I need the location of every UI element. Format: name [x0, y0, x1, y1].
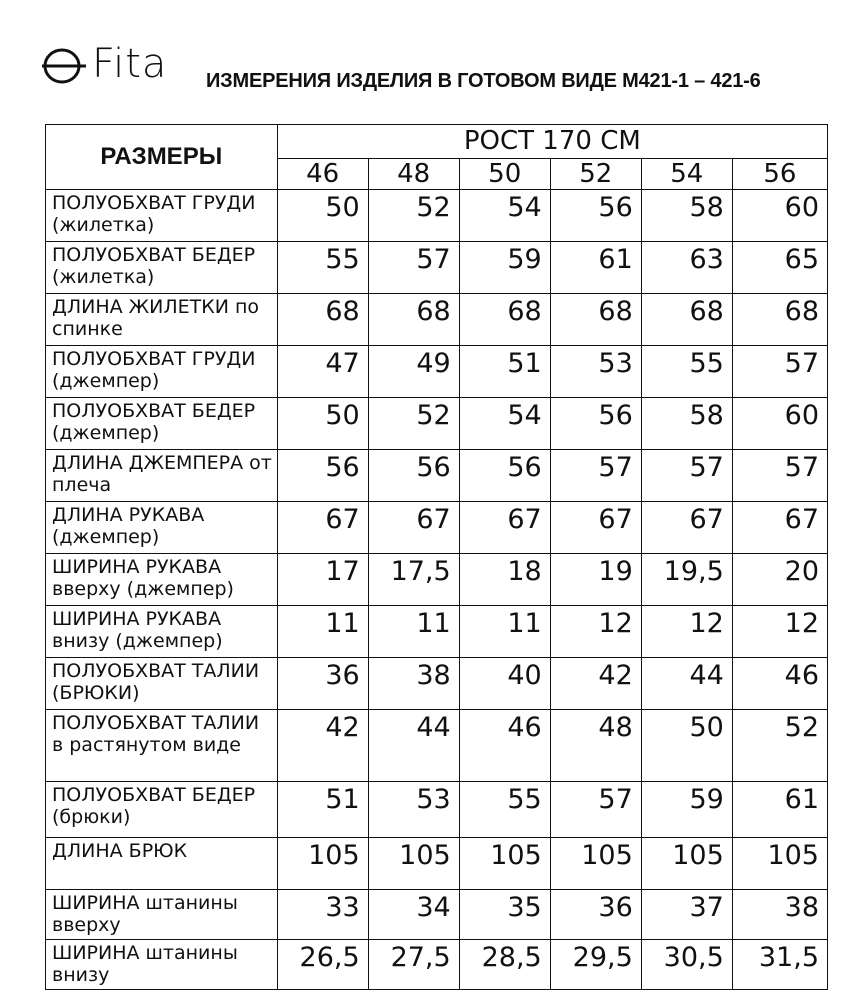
- measurement-value: 105: [277, 838, 368, 890]
- measurement-value: 60: [732, 190, 827, 242]
- measurement-value: 26,5: [277, 940, 368, 990]
- measurement-value: 57: [550, 450, 641, 502]
- table-row: [46, 294, 828, 346]
- header: [40, 38, 840, 98]
- measurement-value: 28,5: [459, 940, 550, 990]
- table-row: [46, 398, 828, 450]
- measurement-value: 54: [459, 190, 550, 242]
- measurement-value: 67: [732, 502, 827, 554]
- measurement-label: ПОЛУОБХВАТ БЕДЕР (брюки): [46, 782, 278, 838]
- measurement-value: 59: [641, 782, 732, 838]
- measurement-value: 42: [550, 658, 641, 710]
- measurement-label: ДЛИНА ЖИЛЕТКИ по спинке: [46, 294, 278, 346]
- measurement-value: 46: [459, 710, 550, 782]
- measurement-value: 105: [641, 838, 732, 890]
- measurement-value: 52: [732, 710, 827, 782]
- measurement-value: 29,5: [550, 940, 641, 990]
- measurement-value: 30,5: [641, 940, 732, 990]
- measurement-value: 59: [459, 242, 550, 294]
- measurement-value: 105: [368, 838, 459, 890]
- measurement-value: 58: [641, 190, 732, 242]
- table-row: [46, 606, 828, 658]
- measurement-value: 44: [368, 710, 459, 782]
- size-column-header: 48: [368, 158, 459, 189]
- measurement-value: 12: [641, 606, 732, 658]
- measurement-value: 53: [550, 346, 641, 398]
- measurement-value: 56: [550, 398, 641, 450]
- measurement-value: 36: [277, 658, 368, 710]
- measurement-value: 67: [641, 502, 732, 554]
- measurement-value: 12: [550, 606, 641, 658]
- measurement-value: 57: [732, 346, 827, 398]
- measurement-value: 57: [641, 450, 732, 502]
- size-column-header: 50: [459, 158, 550, 189]
- measurement-value: 56: [550, 190, 641, 242]
- measurement-value: 67: [368, 502, 459, 554]
- measurement-label: ПОЛУОБХВАТ ГРУДИ (жилетка): [46, 190, 278, 242]
- measurement-value: 57: [368, 242, 459, 294]
- measurement-label: ПОЛУОБХВАТ ГРУДИ (джемпер): [46, 346, 278, 398]
- measurement-value: 50: [641, 710, 732, 782]
- measurement-label: ДЛИНА ДЖЕМПЕРА от плеча: [46, 450, 278, 502]
- measurement-value: 105: [550, 838, 641, 890]
- measurement-value: 57: [732, 450, 827, 502]
- table-row: [46, 838, 828, 890]
- measurement-value: 11: [277, 606, 368, 658]
- measurement-label: ШИРИНА РУКАВА внизу (джемпер): [46, 606, 278, 658]
- table-row: [46, 502, 828, 554]
- measurement-label: ПОЛУОБХВАТ БЕДЕР (жилетка): [46, 242, 278, 294]
- measurement-value: 68: [732, 294, 827, 346]
- measurement-value: 17: [277, 554, 368, 606]
- measurement-value: 11: [368, 606, 459, 658]
- brand-logo: [40, 42, 167, 86]
- measurement-value: 49: [368, 346, 459, 398]
- size-column-header: 54: [641, 158, 732, 189]
- table-row: [46, 450, 828, 502]
- table-row: [46, 658, 828, 710]
- measurement-value: 68: [641, 294, 732, 346]
- measurement-value: 56: [277, 450, 368, 502]
- measurement-value: 11: [459, 606, 550, 658]
- table-row: [46, 940, 828, 990]
- measurement-value: 42: [277, 710, 368, 782]
- measurement-value: 63: [641, 242, 732, 294]
- measurement-value: 67: [459, 502, 550, 554]
- measurement-value: 65: [732, 242, 827, 294]
- sizes-header: РАЗМЕРЫ: [46, 125, 278, 190]
- measurement-value: 61: [732, 782, 827, 838]
- measurement-value: 19: [550, 554, 641, 606]
- measurement-value: 20: [732, 554, 827, 606]
- measurement-value: 56: [459, 450, 550, 502]
- measurement-value: 48: [550, 710, 641, 782]
- measurement-value: 46: [732, 658, 827, 710]
- measurement-value: 47: [277, 346, 368, 398]
- table-body: [46, 190, 828, 990]
- fita-logo-icon: [40, 42, 88, 86]
- measurement-value: 27,5: [368, 940, 459, 990]
- measurement-label: ДЛИНА РУКАВА (джемпер): [46, 502, 278, 554]
- measurement-value: 38: [732, 890, 827, 940]
- measurement-value: 44: [641, 658, 732, 710]
- logo-text: Fita: [92, 41, 168, 87]
- measurement-value: 19,5: [641, 554, 732, 606]
- measurement-value: 60: [732, 398, 827, 450]
- height-header: РОСТ 170 СМ: [277, 125, 827, 159]
- page-title: ИЗМЕРЕНИЯ ИЗДЕЛИЯ В ГОТОВОМ ВИДЕ М421-1 – 421-6: [206, 70, 761, 92]
- measurement-value: 51: [459, 346, 550, 398]
- measurement-value: 34: [368, 890, 459, 940]
- measurement-value: 68: [277, 294, 368, 346]
- measurement-value: 18: [459, 554, 550, 606]
- measurement-value: 36: [550, 890, 641, 940]
- measurement-label: ШИРИНА штанины внизу: [46, 940, 278, 990]
- measurement-value: 56: [368, 450, 459, 502]
- measurement-value: 68: [550, 294, 641, 346]
- measurement-label: ШИРИНА РУКАВА вверху (джемпер): [46, 554, 278, 606]
- measurement-value: 53: [368, 782, 459, 838]
- measurement-value: 105: [732, 838, 827, 890]
- measurement-value: 50: [277, 398, 368, 450]
- size-chart-table: [45, 124, 828, 990]
- measurement-value: 61: [550, 242, 641, 294]
- measurement-value: 51: [277, 782, 368, 838]
- measurement-value: 67: [277, 502, 368, 554]
- measurement-label: ДЛИНА БРЮК: [46, 838, 278, 890]
- measurement-value: 33: [277, 890, 368, 940]
- table-row: [46, 782, 828, 838]
- measurement-label: ШИРИНА штанины вверху: [46, 890, 278, 940]
- measurement-label: ПОЛУОБХВАТ БЕДЕР (джемпер): [46, 398, 278, 450]
- table-row: [46, 190, 828, 242]
- measurement-value: 68: [368, 294, 459, 346]
- table-row: [46, 710, 828, 782]
- measurement-value: 105: [459, 838, 550, 890]
- table-row: [46, 554, 828, 606]
- table-row: [46, 346, 828, 398]
- measurement-value: 50: [277, 190, 368, 242]
- measurement-value: 40: [459, 658, 550, 710]
- measurement-value: 31,5: [732, 940, 827, 990]
- measurement-value: 68: [459, 294, 550, 346]
- size-column-header: 46: [277, 158, 368, 189]
- measurement-value: 17,5: [368, 554, 459, 606]
- measurement-value: 57: [550, 782, 641, 838]
- size-column-header: 56: [732, 158, 827, 189]
- measurement-value: 55: [459, 782, 550, 838]
- measurement-value: 67: [550, 502, 641, 554]
- measurement-label: ПОЛУОБХВАТ ТАЛИИ в растянутом виде: [46, 710, 278, 782]
- measurement-value: 55: [277, 242, 368, 294]
- table-row: [46, 242, 828, 294]
- measurement-value: 58: [641, 398, 732, 450]
- measurement-value: 35: [459, 890, 550, 940]
- measurement-value: 54: [459, 398, 550, 450]
- measurement-value: 38: [368, 658, 459, 710]
- measurement-value: 52: [368, 398, 459, 450]
- measurement-value: 12: [732, 606, 827, 658]
- measurement-value: 52: [368, 190, 459, 242]
- measurement-value: 37: [641, 890, 732, 940]
- table-row: [46, 890, 828, 940]
- size-column-header: 52: [550, 158, 641, 189]
- measurement-value: 55: [641, 346, 732, 398]
- measurement-label: ПОЛУОБХВАТ ТАЛИИ (БРЮКИ): [46, 658, 278, 710]
